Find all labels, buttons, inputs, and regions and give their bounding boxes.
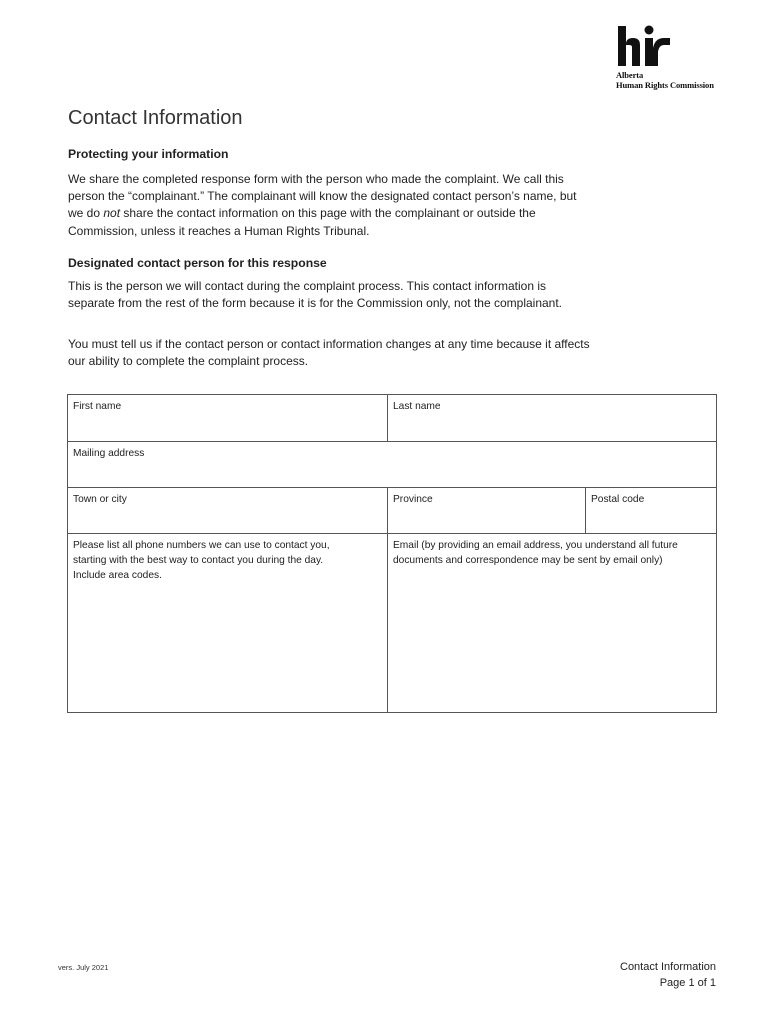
first-name-field[interactable] xyxy=(68,395,387,441)
contact-form-table xyxy=(67,394,717,713)
postal-code-field[interactable] xyxy=(586,488,717,533)
logo-line-alberta: Alberta xyxy=(616,70,644,80)
hr-logo-icon xyxy=(616,24,672,68)
email-label: Email (by providing an email address, you understand all future documents and correspondence may be sent by email only) xyxy=(393,540,678,566)
logo-line-commission: Human Rights Commission xyxy=(616,80,714,90)
mailing-address-field[interactable] xyxy=(68,442,717,487)
postal-code-label: Postal code xyxy=(591,494,645,505)
footer-doc-name: Contact Information xyxy=(620,961,716,973)
page-title: Contact Information xyxy=(68,107,243,129)
last-name-field[interactable] xyxy=(388,395,717,441)
last-name-label: Last name xyxy=(393,401,441,412)
province-label: Province xyxy=(393,494,433,505)
town-city-field[interactable] xyxy=(68,488,387,533)
footer-page-info xyxy=(620,960,716,991)
phone-numbers-field[interactable] xyxy=(68,534,387,713)
section-heading-protecting: Protecting your information xyxy=(68,147,229,161)
commission-logo xyxy=(616,24,726,90)
mailing-address-label: Mailing address xyxy=(73,448,145,459)
version-label: vers. July 2021 xyxy=(58,963,109,972)
first-name-label: First name xyxy=(73,401,122,412)
province-field[interactable] xyxy=(388,488,585,533)
email-field[interactable] xyxy=(388,534,717,713)
page-number: Page 1 of 1 xyxy=(659,976,716,989)
paragraph-designated-1: This is the person we will contact during the complaint process. This contact information is separate from the rest of the form because it is for the Commission only, not the complainant. xyxy=(68,279,563,311)
paragraph-protecting-part1: We share the completed response form with the person who made the complaint. We call this person the “complainant.” The complainant will know the designated contact person’s name, but we do xyxy=(68,172,577,221)
phone-numbers-label: Please list all phone numbers we can use to contact you, starting with the best way to contact you during the day. Include area codes. xyxy=(73,540,330,581)
section-heading-designated: Designated contact person for this response xyxy=(68,256,327,270)
paragraph-protecting-part2: share the contact information on this page with the complainant or outside the Commission, unless it reaches a Human Rights Tribunal. xyxy=(68,206,536,238)
paragraph-protecting xyxy=(68,171,593,240)
town-city-label: Town or city xyxy=(73,494,127,505)
paragraph-protecting-emphasis: not xyxy=(103,206,121,221)
paragraph-designated-2: You must tell us if the contact person or contact information changes at any time because it affects our ability to complete the complaint process. xyxy=(68,337,590,369)
